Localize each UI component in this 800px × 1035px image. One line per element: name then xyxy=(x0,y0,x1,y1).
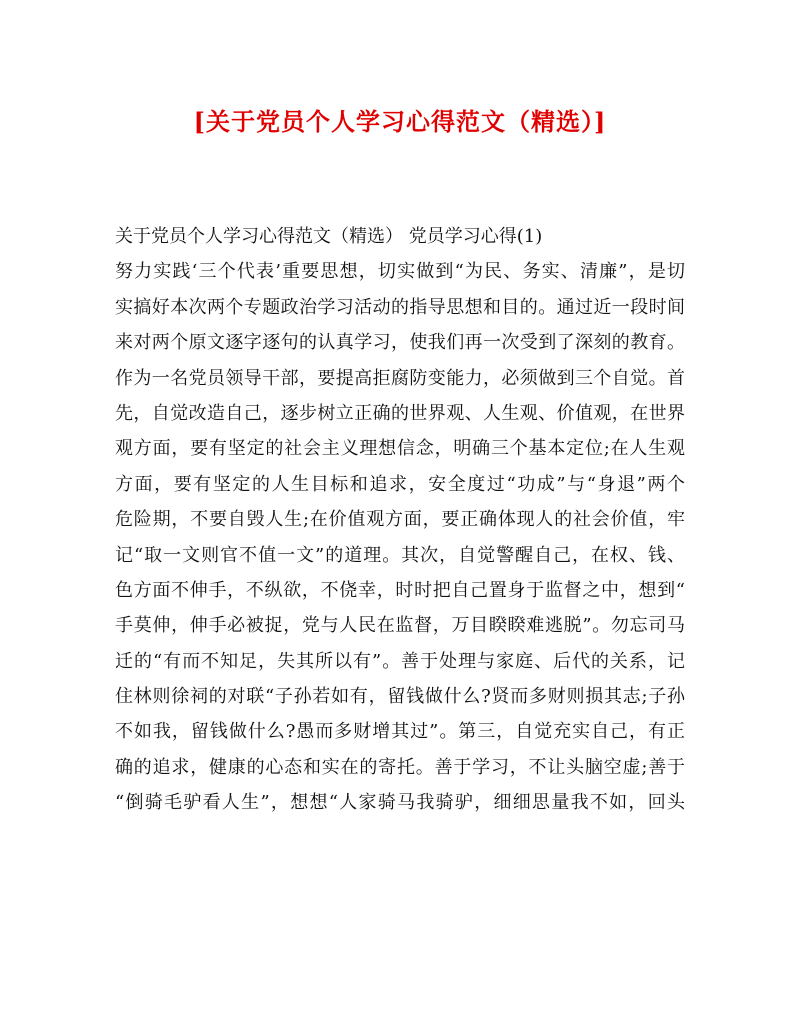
body-line: “倒骑毛驴看人生”，想想“人家骑马我骑驴，细细思量我不如，回头 xyxy=(115,792,685,814)
body-line: 不如我，留钱做什么?愚而多财增其过”。第三，自觉充实自己，有正 xyxy=(115,721,685,743)
body-line: 来对两个原文逐字逐句的认真学习，使我们再一次受到了深刻的教育。 xyxy=(115,332,685,354)
body-line: 观方面，要有坚定的社会主义理想信念，明确三个基本定位;在人生观 xyxy=(115,438,685,460)
body-line: 迁的“有而不知足，失其所以有”。善于处理与家庭、后代的关系，记 xyxy=(115,650,685,672)
body-line: 记“取一文则官不值一文”的道理。其次，自觉警醒自己，在权、钱、 xyxy=(115,544,685,566)
document-body xyxy=(115,219,685,821)
body-line: 努力实践‘三个代表’重要思想，切实做到“为民、务实、清廉”，是切 xyxy=(115,261,685,283)
body-line: 作为一名党员领导干部，要提高拒腐防变能力，必须做到三个自觉。首 xyxy=(115,367,685,389)
body-line: 先，自觉改造自己，逐步树立正确的世界观、人生观、价值观，在世界 xyxy=(115,402,685,424)
body-line: 实搞好本次两个专题政治学习活动的指导思想和目的。通过近一段时间 xyxy=(115,296,685,318)
body-line: 关于党员个人学习心得范文（精选） 党员学习心得(1) xyxy=(115,226,543,247)
document-title: [关于党员个人学习心得范文（精选）] xyxy=(193,107,607,136)
body-line: 危险期，不要自毁人生;在价值观方面，要正确体现人的社会价值，牢 xyxy=(115,509,685,531)
body-line: 住林则徐祠的对联“子孙若如有，留钱做什么?贤而多财则损其志;子孙 xyxy=(115,686,685,708)
body-line: 色方面不伸手，不纵欲，不侥幸，时时把自己置身于监督之中，想到“ xyxy=(115,579,685,601)
body-line: 确的追求，健康的心态和实在的寄托。善于学习，不让头脑空虚;善于 xyxy=(115,756,685,778)
body-line: 方面，要有坚定的人生目标和追求，安全度过“功成”与“身退”两个 xyxy=(115,473,685,495)
body-line: 手莫伸，伸手必被捉，党与人民在监督，万目睽睽难逃脱”。勿忘司马 xyxy=(115,615,685,637)
